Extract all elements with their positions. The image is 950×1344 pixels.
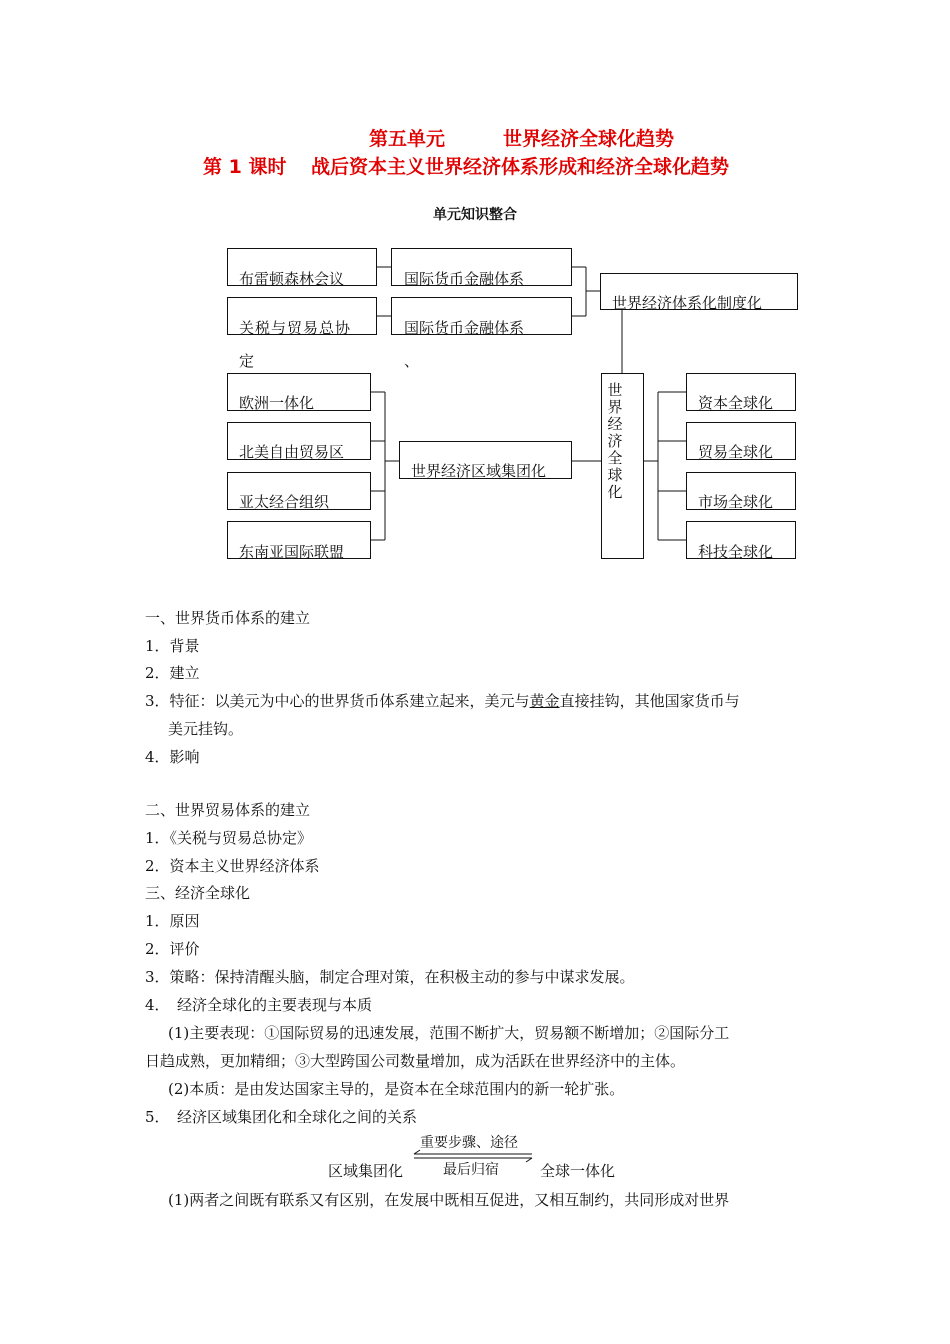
label-regional: 世界经济区域集团化 (411, 462, 547, 480)
label-bretton-woods: 布雷顿森林会议 (239, 270, 345, 288)
label-gatt: 关税与贸易总协 (239, 319, 352, 337)
paragraph: (2)本质：是由发达国家主导的，是资本在全球范围内的新一轮扩张。 (168, 1080, 625, 1098)
list-item: 2．评价 (145, 940, 200, 958)
label-region-nafta: 北美自由贸易区 (239, 443, 345, 461)
arrow-bottom-label: 最后归宿 (443, 1162, 499, 1178)
lesson-title: 战后资本主义世界经济体系形成和经济全球化趋势 (311, 156, 730, 178)
heading-section-1: 一、世界货币体系的建立 (145, 609, 311, 627)
label-monetary-1: 国际货币金融体系 (404, 270, 525, 288)
list-item: 2．建立 (145, 664, 200, 682)
label-globalization: 世界经济全球化 (607, 381, 623, 501)
label-system: 世界经济体系化制度化 (612, 294, 763, 312)
list-item: 4． 经济全球化的主要表现与本质 (145, 996, 373, 1014)
label-region-asean: 东南亚国际联盟 (239, 543, 345, 561)
arrow-right-label: 全球一体化 (540, 1162, 616, 1180)
heading-section-2: 二、世界贸易体系的建立 (145, 801, 311, 819)
label-trade: 贸易全球化 (698, 443, 774, 461)
feature-suffix: 直接挂钩，其他国家货币与 (559, 692, 740, 710)
label-monetary-2: 国际货币金融体系 (404, 319, 525, 337)
list-item: 2．资本主义世界经济体系 (145, 857, 320, 875)
list-item: 1．原因 (145, 912, 200, 930)
label-region-apec: 亚太经合组织 (239, 493, 330, 511)
paragraph: 日趋成熟，更加精细；③大型跨国公司数量增加，成为活跃在世界经济中的主体。 (145, 1052, 686, 1070)
label-region-europe: 欧洲一体化 (239, 394, 315, 412)
label-gatt-cont: 定 (239, 352, 255, 370)
label-tech: 科技全球化 (698, 543, 774, 561)
label-capital: 资本全球化 (698, 394, 774, 412)
lesson-number: 第 1 课时 (203, 156, 287, 178)
arrow-left-label: 区域集团化 (328, 1162, 404, 1180)
list-item: 3．策略：保持清醒头脑，制定合理对策，在积极主动的参与中谋求发展。 (145, 968, 635, 986)
paragraph: (1)两者之间既有联系又有区别，在发展中既相互促进，又相互制约，共同形成对世界 (168, 1191, 730, 1209)
arrow-top-label: 重要步骤、途径 (420, 1135, 518, 1151)
gold-term: 黄金 (529, 692, 560, 710)
list-item: 5． 经济区域集团化和全球化之间的关系 (145, 1108, 418, 1126)
paragraph: (1)主要表现：①国际贸易的迅速发展，范围不断扩大，贸易额不断增加；②国际分工 (168, 1024, 730, 1042)
feature-prefix: 3．特征：以美元为中心的世界货币体系建立起来，美元与 (145, 692, 530, 710)
unit-name: 世界经济全球化趋势 (503, 128, 675, 150)
list-item: 1．《关税与贸易总协定》 (145, 829, 313, 847)
unit-title: 第五单元 (369, 128, 446, 150)
label-market: 市场全球化 (698, 493, 774, 511)
heading-section-3: 三、经济全球化 (145, 884, 251, 902)
list-item-feature (145, 690, 740, 711)
list-item-feature-cont: 美元挂钩。 (168, 720, 244, 738)
label-comma: 、 (404, 352, 420, 370)
list-item: 1．背景 (145, 637, 200, 655)
section-subtitle: 单元知识整合 (433, 207, 517, 223)
list-item: 4．影响 (145, 748, 200, 766)
